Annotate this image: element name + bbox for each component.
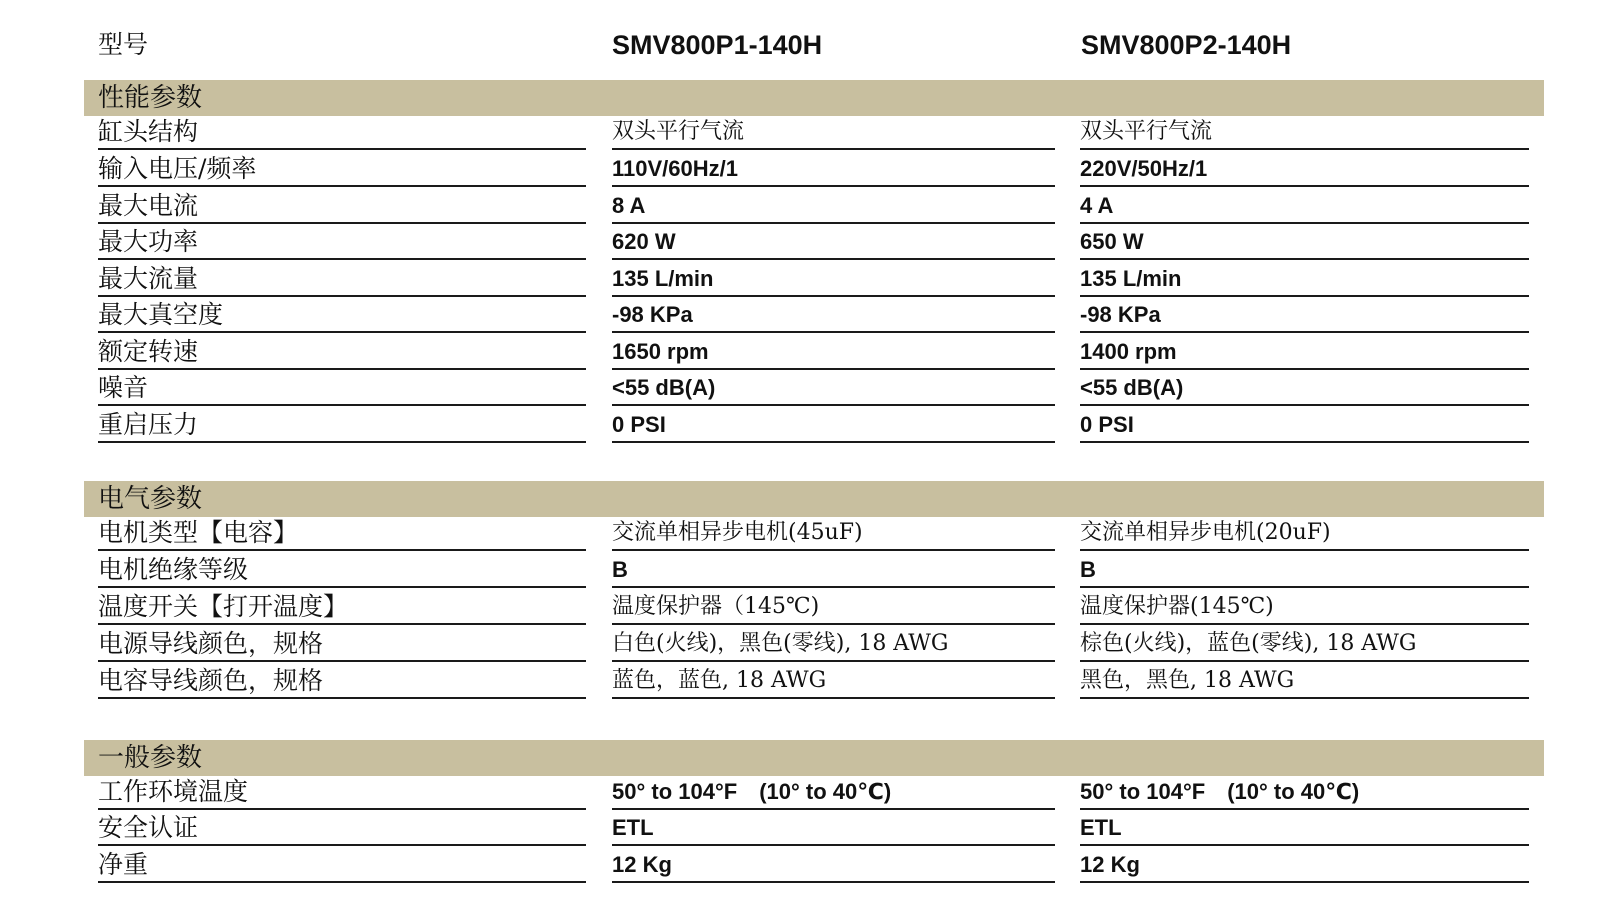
table-row: [0, 810, 1600, 847]
row-value-model-2: 1400 rpm: [1080, 334, 1529, 370]
row-value-model-1: -98 KPa: [612, 297, 1055, 333]
row-value-model-1: 1650 rpm: [612, 334, 1055, 370]
table-row: [0, 847, 1600, 884]
row-value-model-1: 135 L/min: [612, 261, 1055, 297]
row-value-model-1: <55 dB(A): [612, 370, 1055, 406]
table-row: [0, 407, 1600, 444]
row-label: 工作环境温度: [98, 774, 586, 810]
model-1-name: SMV800P1-140H: [612, 30, 823, 60]
table-row: [0, 261, 1600, 298]
row-value-model-2: 12 Kg: [1080, 847, 1529, 883]
row-value-model-2: 棕色(火线)，蓝色(零线), 18 AWG: [1080, 626, 1529, 662]
table-row: [0, 663, 1600, 700]
row-label: 安全认证: [98, 810, 586, 846]
row-value-model-1: 8 A: [612, 188, 1055, 224]
row-label: 最大流量: [98, 261, 586, 297]
table-row: [0, 515, 1600, 552]
row-value-model-1: 蓝色，蓝色, 18 AWG: [612, 663, 1055, 699]
row-label: 电容导线颜色，规格: [98, 663, 586, 699]
row-value-model-2: 0 PSI: [1080, 407, 1529, 443]
row-value-model-2: 黑色，黑色, 18 AWG: [1080, 663, 1529, 699]
row-value-model-1: B: [612, 552, 1055, 588]
row-label: 电机绝缘等级: [98, 552, 586, 588]
row-value-model-1: 双头平行气流: [612, 114, 1055, 150]
row-value-model-2: <55 dB(A): [1080, 370, 1529, 406]
table-row: [0, 334, 1600, 371]
table-row: [0, 297, 1600, 334]
row-value-model-2: 交流单相异步电机(20uF): [1080, 515, 1529, 551]
row-label: 电源导线颜色，规格: [98, 626, 586, 662]
table-row: [0, 370, 1600, 407]
row-value-model-1: 12 Kg: [612, 847, 1055, 883]
row-label: 最大电流: [98, 188, 586, 224]
row-label: 重启压力: [98, 407, 586, 443]
row-label: 电机类型【电容】: [98, 515, 586, 551]
row-label: 噪音: [98, 370, 586, 406]
row-label: 最大功率: [98, 224, 586, 260]
table-row: [0, 151, 1600, 188]
row-value-model-1: 620 W: [612, 224, 1055, 260]
row-value-model-1: 交流单相异步电机(45uF): [612, 515, 1055, 551]
row-value-model-2: 双头平行气流: [1080, 114, 1529, 150]
section-title: 性能参数: [84, 80, 1544, 116]
row-value-model-1: 温度保护器（145℃): [612, 589, 1055, 625]
table-row: [0, 114, 1600, 151]
row-label: 温度开关【打开温度】: [98, 589, 586, 625]
row-label: 缸头结构: [98, 114, 586, 150]
row-value-model-1: 110V/60Hz/1: [612, 151, 1055, 187]
section-title: 一般参数: [84, 740, 1544, 776]
row-value-model-2: 650 W: [1080, 224, 1529, 260]
row-label: 净重: [98, 847, 586, 883]
table-row: [0, 224, 1600, 261]
row-value-model-2: 温度保护器(145℃): [1080, 589, 1529, 625]
model-label: 型号: [98, 30, 149, 59]
table-row: [0, 589, 1600, 626]
row-label: 最大真空度: [98, 297, 586, 333]
table-row: [0, 626, 1600, 663]
row-value-model-1: 白色(火线)，黑色(零线), 18 AWG: [612, 626, 1055, 662]
table-row: [0, 552, 1600, 589]
row-value-model-2: 50° to 104°F (10° to 40℃): [1080, 774, 1529, 810]
row-label: 输入电压/频率: [98, 151, 586, 187]
table-row: [0, 188, 1600, 225]
row-value-model-2: B: [1080, 552, 1529, 588]
row-value-model-2: -98 KPa: [1080, 297, 1529, 333]
table-row: [0, 774, 1600, 811]
model-2-name: SMV800P2-140H: [1081, 30, 1292, 60]
row-value-model-2: 220V/50Hz/1: [1080, 151, 1529, 187]
row-value-model-1: 50° to 104°F (10° to 40℃): [612, 774, 1055, 810]
row-label: 额定转速: [98, 334, 586, 370]
row-value-model-2: ETL: [1080, 810, 1529, 846]
row-value-model-2: 135 L/min: [1080, 261, 1529, 297]
section-title: 电气参数: [84, 481, 1544, 517]
row-value-model-2: 4 A: [1080, 188, 1529, 224]
row-value-model-1: 0 PSI: [612, 407, 1055, 443]
row-value-model-1: ETL: [612, 810, 1055, 846]
